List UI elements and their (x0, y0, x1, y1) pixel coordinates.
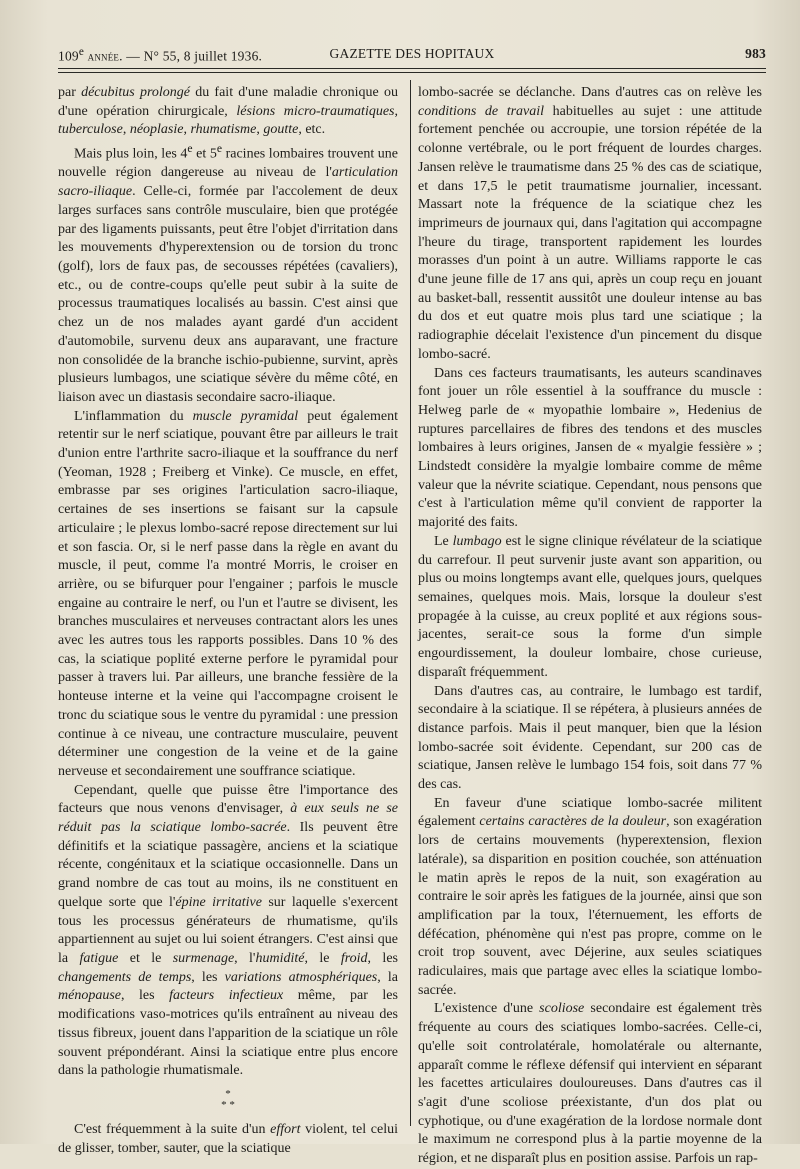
header-rule-bottom (58, 72, 766, 73)
annee-label: année (87, 48, 120, 64)
paragraph: Mais plus loin, les 4e et 5e racines lombaires trouvent une nouvelle région dangereuse au niveau de l'articulation sacro-iliaque. Celle-ci, formée par l'accolement de deux larges surfaces sans contrôle musculaire, bien que protégée par des ligaments puissants, peut être l'objet d'irritation dans les mouvements d'hyperextension ou de torsion du tronc (golf), lors de faux pas, de secousses répétées (cavaliers), etc., ou de contre-coups qu'elle peut subir à la suite de processus traumatiques localisés au bassin. C'est ainsi que chez un de nos malades ayant gardé d'un accident d'automobile, survenu deux ans auparavant, une fracture non consolidée de la branche ischio-pubienne, survint, après plusieurs lumbagos, une sciatique sévère du même côté, en liaison avec un diastasis secondaire sacro-iliaque. (58, 142, 398, 405)
paragraph: Le lumbago est le signe clinique révélateur de la sciatique du carrefour. Il peut survenir juste avant son apparition, ou plus ou moins longtemps avant elle, quelques jours, quelques semaines, quelques mois. Mais, lorsque la douleur s'est propagée à la cuisse, au creux poplité et aux régions sous-jacentes, serait-ce sous la forme d'un simple engourdissement, la douleur lombaire, chose curieuse, disparaît fréquemment. (418, 533, 763, 680)
column-divider (410, 80, 411, 1126)
page-number: 983 (745, 46, 766, 61)
year-suffix: e (78, 46, 85, 58)
journal-title: GAZETTE DES HOPITAUX (329, 46, 495, 61)
paragraph: Dans d'autres cas, au contraire, le lumbago est tardif, secondaire à la sciatique. Il se répétera, à plusieurs années de distance parfois. Mais il peut manquer, bien que la lésion lombo-sacrée soit évidente. Cependant, sur 200 cas de sciatique, Jansen relève le lumbago 154 fois, soit dans 77 % des cas. (418, 683, 762, 793)
paragraph: par décubitus prolongé du fait d'une maladie chronique ou d'une opération chirurgicale, lésions micro-traumatiques, tuberculose, néoplasie, rhumatisme, goutte, etc. (58, 85, 398, 138)
paragraph: En faveur d'une sciatique lombo-sacrée militent également certains caractères de la douleur, son exagération lors de certains mouvements (hyperextension, flexion latérale), sa disparition en position couchée, son atténuation le matin après le repos de la nuit, son exagération au contraire le soir après les fatigues de la journée, ainsi que son amplification par la toux, l'éternuement, les efforts de défécation, phénomène qui n'est pas propre, comme on le croit trop souvent, avec Déjerine, aux seules sciatiques radiculaires, mais que partage avec elles la sciatique lombo-sacrée. (418, 795, 762, 998)
right-column (418, 84, 762, 1169)
header-rule-top (58, 68, 766, 69)
paragraph: C'est fréquemment à la suite d'un effort violent, tel celui de glisser, tomber, sauter, que la sciatique (58, 1121, 398, 1156)
paragraph: Dans ces facteurs traumatisants, les auteurs scandinaves font jouer un rôle essentiel à la souffrance du muscle : Helweg parle de « myopathie lombaire », Hedenius de ruptures parcellaires de fibres des tendons et des muscles lombaires à leurs origines, Jansen de « myalgie fessière » ; Lindstedt considère la myalgie lombaire comme de même valeur que la névrite sciatique. Cependant, nous pensons que c'est à l'articulation même qu'il convient de rapporter la majorité des faits. (418, 365, 762, 531)
paragraph: L'inflammation du muscle pyramidal peut également retentir sur le nerf sciatique, pouvant être par ailleurs le trait d'union entre l'arthrite sacro-iliaque et la souffrance du nerf (Yeoman, 1928 ; Freiberg et Vinke). Ce muscle, en effet, embrasse par ses origines l'articulation sacro-iliaque, certaines de ses insertions se faisant sur la capsule articulaire ; le plexus lombo-sacré repose directement sur lui et son fascia. Or, si le nerf passe dans la règle en avant du muscle, il peut, comme l'a montré Morris, le croiser en arrière, ou se bifurquer pour l'engainer ; parfois le muscle engaine au contraire le nerf, ou l'un et l'autre se divisent, les branches musculaires et nerveuses contractant alors les unes avec les autres tous les rapports possibles. Dans 10 % des cas, la sciatique poplité externe perfore le pyramidal pour passer à travers lui. Par ailleurs, une branche fessière de la honteuse interne et la veine qui l'accompagne croisent le tronc du sciatique sous le ventre du pyramidal : une pression continue à ce niveau, une contracture musculaire, peuvent déterminer une congestion de la veine et de la gaine nerveuse et secondairement une souffrance sciatique. (58, 408, 398, 779)
paragraph: Cependant, quelle que puisse être l'importance des facteurs que nous venons d'envisager, à eux seuls ne se réduit pas la sciatique lombo-sacrée. Ils peuvent être définitifs et la sciatique passagère, anciens et la sciatique récente, congénitaux et la sciatique occasionnelle. Dans un grand nombre de cas tout au moins, ils ne constituent en quelque sorte que l'épine irritative sur laquelle s'exercent tous les processus générateurs de rhumatisme, qu'ils appartiennent au sujet ou lui soient étrangers. C'est ainsi que la fatigue et le surmenage, l'humidité, le froid, les changements de temps, les variations atmosphériques, la ménopause, les facteurs infectieux même, par les modifications vaso-motrices qu'ils entraînent au niveau des tissus fibreux, jouent dans l'apparition de la sciatique un rôle souvent prépondérant. Ainsi la sciatique entre plus encore dans la pathologie rhumatismale. (58, 782, 398, 1079)
section-separator: * * * (221, 1087, 235, 1111)
running-header (58, 46, 766, 66)
left-column (58, 84, 398, 1158)
issue-date: . — N° 55, 8 juillet 1936. (119, 48, 263, 64)
paragraph: lombo-sacrée se déclanche. Dans d'autres cas on relève les conditions de travail habituelles au sujet : une attitude fortement penchée ou accroupie, une torsion répétée de la colonne vertébrale, ou le port fréquent de lourdes charges. Jansen relève le traumatisme dans 25 % des cas de sciatique, et dans 17,5 le petit traumatisme journalier, incessant. Massart note la fréquence de la sciatique chez les imprimeurs de journaux qui, dans l'agitation qui accompagne l'heure du tirage, transportent rapidement les lourdes morasses d'un point à un autre. Williams rapporte le cas d'une jeune fille de 17 ans qui, après un coup reçu en jouant au basket-ball, ressentit aussitôt une douleur intense au bas du dos et eut quatre mois plus tard une sciatique ; la radiographie décelait l'existence d'un pincement du disque lombo-sacré. (418, 85, 762, 362)
paragraph: L'existence d'une scoliose secondaire est également très fréquente au cours des sciatiques lombo-sacrées. Celle-ci, qu'elle soit controlatérale, homolatérale ou alternante, apparaît comme le réflexe défensif qui intervient en séparant les facettes articulaires douloureuses. Dans d'autres cas il s'agit d'une scoliose préexistante, d'un dos plat ou cyphotique, ou d'une exagération de la lordose normale dont le maximum ne correspond plus à la partie moyenne de la région, et ne disparaît plus en position assise. Parfois un rap- (418, 1001, 762, 1167)
year-number: 109 (58, 48, 79, 64)
